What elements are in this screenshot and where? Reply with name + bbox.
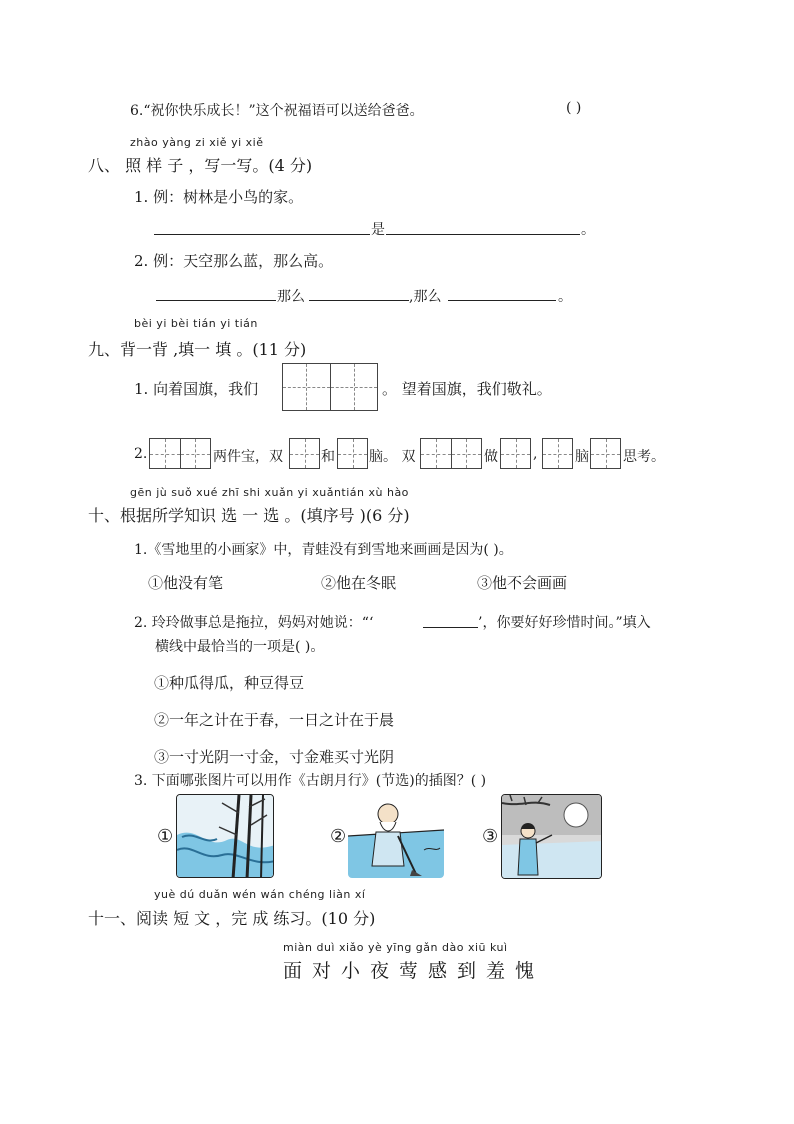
s8-blank-2c[interactable]: [448, 300, 556, 301]
s11-title: 十一、阅读 短 文 ，完 成 练习。(10 分): [88, 909, 376, 928]
s9-item2-t1: 两件宝，双: [213, 449, 283, 465]
s9-title: 九、背一背 ,填一 填 。(11 分): [88, 340, 307, 359]
s9-item2-t5: ,: [533, 446, 538, 462]
s10-q2-blank[interactable]: [423, 627, 478, 628]
s9-tianzige-2b[interactable]: [289, 438, 320, 469]
s8-example-2: 2. 例：天空那么蓝，那么高。: [134, 252, 334, 270]
s11-pinyin: yuè dú duǎn wén wán chéng liàn xí: [154, 888, 366, 901]
q6-text: 6.“祝你快乐成长！”这个祝福语可以送给爸爸。: [130, 103, 424, 119]
s8-pinyin: zhào yàng zi xiě yi xiě: [130, 136, 264, 149]
pic-option-3-moon-girl[interactable]: [501, 794, 602, 879]
s9-tianzige-2a[interactable]: [149, 438, 211, 469]
s9-tianzige-2d[interactable]: [420, 438, 482, 469]
s10-q2-option-3[interactable]: ③一寸光阴一寸金，寸金难买寸光阴: [154, 748, 395, 766]
pic-option-label-2: ②: [330, 826, 347, 847]
s9-item2-t4: 做: [484, 449, 498, 465]
s9-tianzige-2e[interactable]: [500, 438, 531, 469]
s10-q2-option-1[interactable]: ①种瓜得瓜，种豆得豆: [154, 674, 305, 692]
pic-option-2-old-man[interactable]: [348, 796, 444, 878]
s9-tianzige-1[interactable]: [282, 363, 378, 411]
s8-title: 八、 照 样 子 ，写一写。(4 分): [88, 156, 313, 175]
pic-option-1-bamboo-wave[interactable]: [176, 794, 274, 878]
s8-example-1: 1. 例：树林是小鸟的家。: [134, 188, 304, 206]
pic-option-label-1: ①: [157, 826, 174, 847]
s10-q1-option-2[interactable]: ②他在冬眠: [321, 574, 397, 592]
s10-q1: 1.《雪地里的小画家》中，青蛙没有到雪地来画画是因为( )。: [134, 542, 513, 558]
s8-item2-mid2: ,那么: [409, 289, 442, 305]
s9-tianzige-2c[interactable]: [337, 438, 368, 469]
s10-title: 十、根据所学知识 选 一 选 。(填序号 )(6 分): [88, 506, 410, 525]
s10-q2-line-b: ’，你要好好珍惜时间。”填入: [478, 615, 651, 631]
s10-q1-option-3[interactable]: ③他不会画画: [477, 574, 568, 592]
s8-blank-1b[interactable]: [386, 234, 580, 235]
story-title: 面对小夜莺感到羞愧: [283, 960, 545, 982]
s10-q2-line-c: 横线中最恰当的一项是( )。: [155, 639, 325, 655]
s9-item1-text-b: 。 望着国旗，我们敬礼。: [382, 380, 552, 398]
s8-blank-1a[interactable]: [154, 234, 370, 235]
pic-option-label-3: ③: [482, 826, 499, 847]
s9-item2-t2: 和: [321, 449, 335, 465]
s9-tianzige-2f[interactable]: [542, 438, 573, 469]
s10-q3: 3. 下面哪张图片可以用作《古朗月行》(节选)的插图？( ): [134, 773, 487, 789]
s9-item2-num: 2.: [134, 446, 148, 462]
s9-pinyin: bèi yi bèi tián yi tián: [134, 317, 258, 330]
s9-item2-t6: 脑: [575, 449, 589, 465]
s8-item2-end: 。: [558, 289, 572, 305]
story-pinyin: miàn duì xiǎo yè yīng gǎn dào xiū kuì: [283, 941, 508, 954]
q6-answer-paren[interactable]: ( ): [566, 100, 582, 116]
s8-item1-end: 。: [581, 222, 595, 238]
s9-item2-t3: 脑。 双: [369, 449, 416, 465]
s8-blank-2b[interactable]: [309, 300, 409, 301]
s10-q2-line-a: 2. 玲玲做事总是拖拉，妈妈对她说：“‘: [134, 615, 374, 631]
s8-item1-mid: 是: [371, 222, 385, 238]
s9-tianzige-2g[interactable]: [590, 438, 621, 469]
s8-blank-2a[interactable]: [156, 300, 276, 301]
s10-q2-option-2[interactable]: ②一年之计在于春，一日之计在于晨: [154, 711, 395, 729]
s8-item2-mid1: 那么: [277, 289, 305, 305]
s9-item2-t7: 思考。: [623, 449, 665, 465]
s9-item1-text-a: 1. 向着国旗，我们: [134, 380, 259, 398]
s10-q1-option-1[interactable]: ①他没有笔: [148, 574, 224, 592]
s10-pinyin: gēn jù suǒ xué zhī shi xuǎn yi xuǎntián xù hào: [130, 486, 409, 499]
